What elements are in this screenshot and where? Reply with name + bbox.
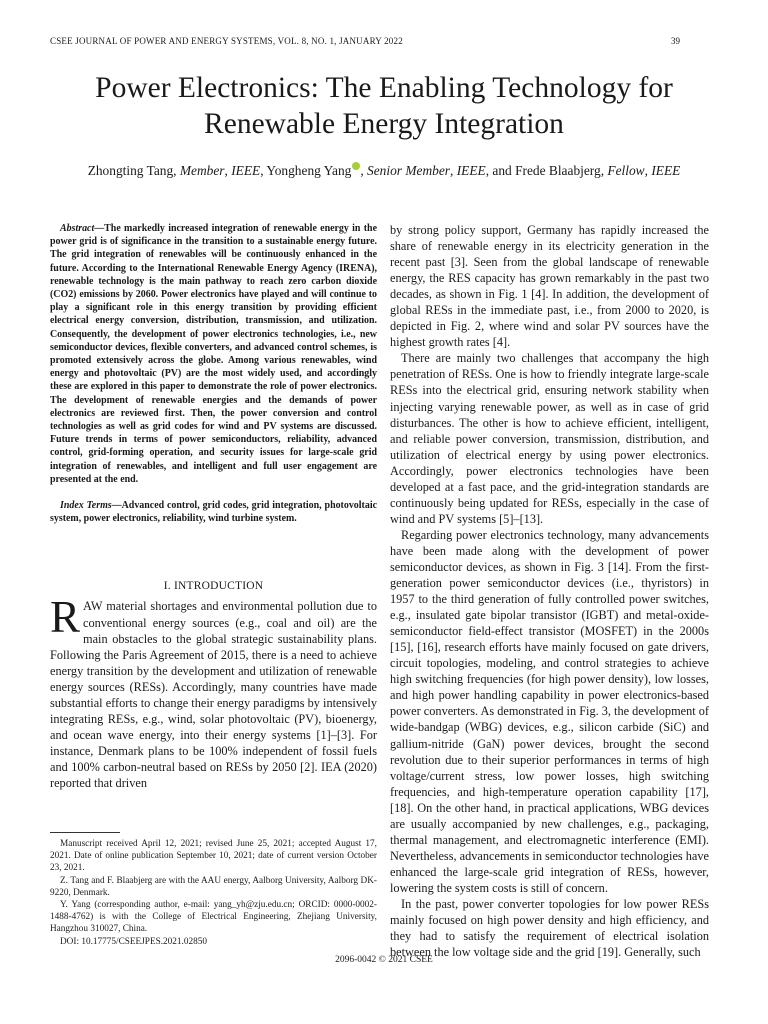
footnote-manuscript: Manuscript received April 12, 2021; revised June 25, 2021; accepted August 17, 2021. Date of online publication September 10, 2021; date of current version October 23, 2021. (50, 839, 377, 874)
paper-title (40, 70, 728, 142)
footnote-doi: DOI: 10.17775/CSEEJPES.2021.02850 (60, 936, 207, 947)
left-column (50, 222, 377, 791)
right-column (390, 222, 709, 960)
abstract-label: Abstract (60, 223, 95, 234)
author-1-role: Member (179, 163, 225, 178)
author-sep: , (360, 163, 368, 178)
author-line (30, 162, 738, 179)
section-title-rest: NTRODUCTION (177, 580, 264, 593)
body-paragraph-2: There are mainly two challenges that accompany the high penetration of RESs. One is how to friendly integrate large-scale RESs into the electrical grid, ensuring network stability when injecting varying renewable power, as well as in case of grid disturbances. The other is how to achieve efficient, intelligent, and reliable power conversion, transmission, distribution, and utilization of electrical energy by using power electronics. Accordingly, power electronics technologies have been developed at a fast pace, and the grid-integration standards are continuously being updated for RESs, especially in the case of wind and PV systems [5]–[13]. (390, 351, 709, 526)
author-sep: , (449, 163, 457, 178)
abstract (50, 222, 377, 486)
footnote-affiliation-1: Z. Tang and F. Blaabjerg are with the AAU energy, Aalborg University, Aalborg DK-9220, Denmark. (50, 875, 377, 898)
title-line-2: Renewable Energy Integration (204, 108, 564, 140)
footnote-divider (50, 832, 120, 833)
intro-paragraph-1-text: AW material shortages and environmental pollution due to conventional energy sources (e.g., coal and oil) are the main obstacles to the global strategic sustainability plans. Following the Paris Agreement of 2015, there is a need to achieve energy transition by the development and utilization of renewable energy sources (RESs). Accordingly, many countries have made substantial efforts to change their energy paradigms by intensively integrating RESs, e.g., wind, solar photovoltaic (PV), bioenergy, and ocean wave energy, into their energy systems [1]–[3]. For instance, Denmark plans to be 100% independent of fossil fuels and 100% carbon-neutral based on RESs by 2050 [2]. IEA (2020) reported that driven (50, 599, 377, 790)
author-1-name: Zhongting Tang, (87, 163, 180, 178)
author-sep: , (644, 163, 652, 178)
body-paragraph-1: by strong policy support, Germany has rapidly increased the share of renewable energy in its electricity generation in the recent past [3]. Seen from the global landscape of renewable energy, the RES capacity has grown remarkably in the past two decades, as shown in Fig. 1 [4]. In addition, the development of global RESs in the immediate past, i.e., from 2000 to 2020, is depicted in Fig. 2, where wind and solar PV sources have the highest growth rates [4]. (390, 223, 709, 350)
author-1-society: IEEE (231, 163, 261, 178)
author-2-name: , Yongheng Yang (260, 163, 352, 178)
abstract-text: —The markedly increased integration of renewable energy in the power grid is of significance in the transition to a sustainable energy future. The grid integration of renewables will be continuously enhanced in the future. According to the International Renewable Energy Agency (IRENA), renewable technology is the main pathway to reach zero carbon dioxide (CO2) emissions by 2060. Power electronics have played and will continue to play a significant role in this energy transition by providing efficient electrical energy conversion, distribution, transmission, and utilization. Consequently, the development of power electronics technologies, i.e., new semiconductor devices, flexible converters, and advanced control schemes, is promoted extensively across the globe. Among various renewables, wind energy and photovoltaic (PV) are the most widely used, and accordingly these are explored in this paper to demonstrate the role of power electronics. The development of renewable energies and the demands of power electronics are reviewed first. Then, the power conversion and control technologies as well as grid codes for wind and PV systems are discussed. Future trends in terms of power semiconductors, reliability, advanced control, grid-forming operation, and security issues for large-scale grid integration of renewables, and intelligent and full user engagement are presented at the end. (50, 223, 377, 485)
footnotes (50, 838, 377, 948)
body-paragraph-3: Regarding power electronics technology, many advancements have been made along with the development of power semiconductor devices, as shown in Fig. 3 [14]. From the first-generation power semiconductor devices (i.e., thyristors) in 1957 to the third generation of fully controlled power switches, e.g., insulated gate bipolar transistor (IGBT) and metal-oxide-semiconductor field-effect transistor (MOSFET) in the 2000s [15], [16], research efforts have mainly focused on gate drivers, circuit topologies, modeling, and control strategies to achieve high switching frequencies (for high power density), low losses, and high power handling capability in power electronics-based power converters. As demonstrated in Fig. 3, the development of wide-bandgap (WBG) devices, e.g., silicon carbide (SiC) and gallium-nitride (GaN) power devices, brought the second revolution due to their superior performances in terms of high voltage/current stress, low power losses, high switching frequencies, and high-temperature operation capability [17], [18]. On the other hand, in practical applications, WBG devices are usually accompanied by new challenges, e.g., packaging, thermal management, and electromagnetic interference (EMI). Nevertheless, advancements in semiconductor technologies have enhanced the large-scale grid integration of RESs, however, lowering the system costs is still of concern. (390, 527, 709, 895)
author-2-society: IEEE (456, 163, 486, 178)
drop-cap: R (50, 592, 81, 643)
author-3-role: Fellow (607, 163, 645, 178)
author-sep: , (224, 163, 232, 178)
page-number: 39 (671, 36, 680, 46)
section-title-first: I (173, 580, 178, 593)
author-3-name: , and Frede Blaabjerg, (485, 163, 608, 178)
index-terms-text: —Advanced control, grid codes, grid integration, photovoltaic system, power electronics, reliability, wind turbine system. (50, 500, 377, 525)
copyright-code: 2096-0042 © 2021 CSEE (335, 955, 433, 965)
intro-paragraph-1 (50, 592, 377, 791)
index-terms (50, 499, 377, 525)
body-paragraph-4: In the past, power converter topologies for low power RESs mainly focused on high power density and high efficiency, and they had to satisfy the requirement of electrical isolation between the low voltage side and the grid [19]. Generally, such (390, 896, 709, 960)
section-heading-introduction (50, 580, 377, 592)
section-numeral: I. (163, 580, 174, 593)
author-3-society: IEEE (651, 163, 681, 178)
author-2-role: Senior Member (367, 163, 450, 178)
title-line-1: Power Electronics: The Enabling Technology for (95, 72, 673, 104)
footnote-affiliation-2: Y. Yang (corresponding author, e-mail: yang_yh@zju.edu.cn; ORCID: 0000-0002-1488-4762) is with the College of Electrical Engineering, Zhejiang University, Hangzhou 310027, China. (50, 900, 377, 935)
index-terms-label: Index Terms (60, 500, 112, 512)
running-head: CSEE JOURNAL OF POWER AND ENERGY SYSTEMS, VOL. 8, NO. 1, JANUARY 2022 (50, 36, 403, 46)
